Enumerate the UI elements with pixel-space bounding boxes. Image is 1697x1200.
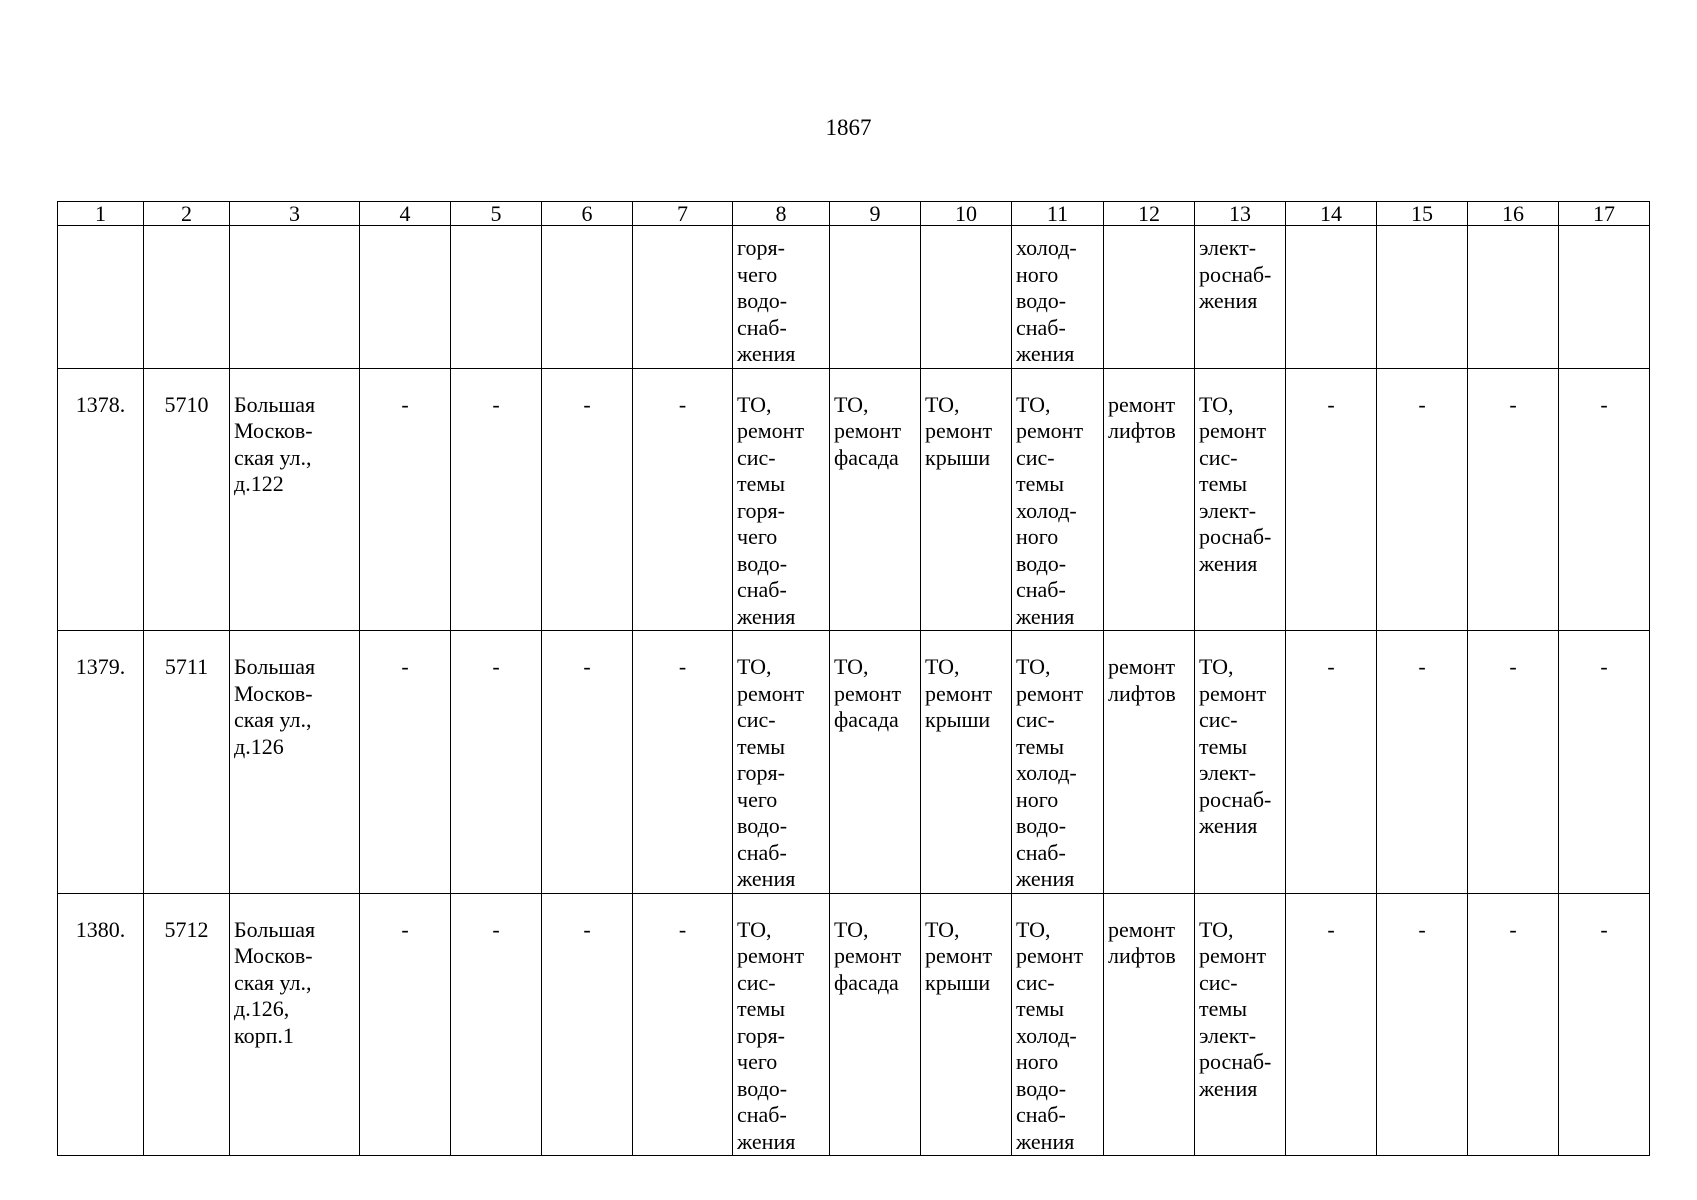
table-cell	[451, 226, 542, 369]
table-cell	[633, 368, 733, 631]
cell-text	[633, 226, 732, 235]
table-cell	[451, 631, 542, 894]
cell-text: -	[401, 391, 409, 417]
table-cell	[1468, 893, 1559, 1156]
cell-text: -	[401, 916, 409, 942]
cell-text	[144, 226, 229, 235]
table-cell	[1559, 226, 1650, 369]
cell-text: ТО, ремонт сис- темы холод- ного водо- снаб- жения	[1016, 916, 1084, 1154]
table-cell	[1104, 893, 1195, 1156]
table-cell	[451, 893, 542, 1156]
cell-text: -	[1327, 654, 1335, 679]
object-code-cell	[144, 631, 230, 894]
cell-text: 5710	[164, 391, 209, 417]
cell-text: -	[583, 391, 591, 417]
table-cell	[921, 631, 1012, 894]
table-cell	[360, 631, 451, 894]
cell-text: -	[1509, 391, 1517, 417]
column-header: 16	[1468, 202, 1559, 226]
object-code-cell	[144, 368, 230, 631]
table-cell	[921, 893, 1012, 1156]
column-header: 5	[451, 202, 542, 226]
table-cell	[830, 368, 921, 631]
table-cell	[1377, 368, 1468, 631]
table-cell	[1559, 631, 1650, 894]
table-cell	[830, 226, 921, 369]
cell-text: -	[492, 654, 500, 679]
table-cell	[230, 226, 360, 369]
cell-text: ТО, ремонт фасада	[834, 391, 902, 470]
table-cell	[1195, 368, 1286, 631]
table-cell	[633, 631, 733, 894]
table-cell	[1468, 226, 1559, 369]
table-cell	[1012, 226, 1104, 369]
column-header: 12	[1104, 202, 1195, 226]
cell-text: -	[1600, 654, 1608, 679]
table-cell	[1012, 631, 1104, 894]
cell-text: ТО, ремонт сис- темы горя- чего водо- снаб- жения	[737, 654, 805, 891]
column-header: 8	[733, 202, 830, 226]
cell-text: элект- роснаб- жения	[1199, 235, 1272, 313]
column-header: 4	[360, 202, 451, 226]
table-cell	[1104, 226, 1195, 369]
cell-text: холод- ного водо- снаб- жения	[1016, 235, 1077, 366]
cell-text: ТО, ремонт фасада	[834, 916, 902, 995]
column-header: 14	[1286, 202, 1377, 226]
address-cell	[230, 893, 360, 1156]
header-row	[58, 202, 1650, 226]
table-row	[58, 368, 1650, 631]
cell-text: Большая Москов- ская ул., д.122	[234, 391, 316, 496]
cell-text: 5711	[164, 654, 209, 679]
table-cell	[1377, 226, 1468, 369]
cell-text: горя- чего водо- снаб- жения	[737, 235, 796, 366]
cell-text	[1468, 226, 1558, 235]
table-cell	[58, 226, 144, 369]
cell-text	[1104, 226, 1194, 235]
table-cell	[542, 893, 633, 1156]
cell-text: 1379.	[75, 654, 126, 679]
cell-text: ТО, ремонт сис- темы элект- роснаб- жения	[1199, 916, 1272, 1101]
table-cell	[542, 368, 633, 631]
table-cell	[1377, 893, 1468, 1156]
cell-text: -	[492, 916, 500, 942]
cell-text: -	[1600, 391, 1608, 417]
cell-text: -	[1509, 916, 1517, 942]
cell-text: ТО, ремонт сис- темы горя- чего водо- снаб- жения	[737, 916, 805, 1154]
cell-text	[830, 226, 920, 235]
cell-text: ТО, ремонт сис- темы элект- роснаб- жения	[1199, 654, 1272, 838]
cell-text: -	[1327, 916, 1335, 942]
table-cell	[1286, 368, 1377, 631]
table-cell	[1195, 893, 1286, 1156]
cell-text: ТО, ремонт крыши	[925, 654, 993, 732]
cell-text: -	[1509, 654, 1517, 679]
table-cell	[144, 226, 230, 369]
address-cell	[230, 631, 360, 894]
table-cell	[360, 893, 451, 1156]
cell-text	[1286, 226, 1376, 235]
cell-text: ТО, ремонт сис- темы элект- роснаб- жения	[1199, 391, 1272, 576]
table-cell	[733, 893, 830, 1156]
table-cell	[1012, 893, 1104, 1156]
column-header: 15	[1377, 202, 1468, 226]
column-header: 1	[58, 202, 144, 226]
table-row	[58, 893, 1650, 1156]
column-header: 9	[830, 202, 921, 226]
table-cell	[451, 368, 542, 631]
cell-text: 5712	[164, 916, 209, 942]
cell-text: ремонт лифтов	[1108, 654, 1176, 706]
table-cell	[733, 368, 830, 631]
table-cell	[921, 226, 1012, 369]
table-cell	[1468, 631, 1559, 894]
cell-text: ТО, ремонт сис- темы холод- ного водо- снаб- жения	[1016, 391, 1084, 629]
table-cell	[360, 226, 451, 369]
row-number-cell	[58, 893, 144, 1156]
table-cell	[1104, 368, 1195, 631]
cell-text	[58, 226, 143, 235]
cell-text: ТО, ремонт сис- темы горя- чего водо- снаб- жения	[737, 391, 805, 629]
cell-text: ТО, ремонт крыши	[925, 391, 993, 470]
cell-text: 1380.	[75, 916, 126, 942]
column-header: 11	[1012, 202, 1104, 226]
cell-text: -	[1418, 916, 1426, 942]
cell-text: -	[1600, 916, 1608, 942]
table-cell	[633, 226, 733, 369]
continuation-row	[58, 226, 1650, 369]
cell-text: Большая Москов- ская ул., д.126, корп.1	[234, 916, 316, 1048]
row-number-cell	[58, 631, 144, 894]
column-header: 3	[230, 202, 360, 226]
cell-text: ТО, ремонт фасада	[834, 654, 902, 732]
cell-text: -	[678, 391, 687, 417]
table-cell	[542, 226, 633, 369]
cell-text	[360, 226, 450, 235]
table-cell	[830, 893, 921, 1156]
column-header: 6	[542, 202, 633, 226]
table-cell	[1559, 368, 1650, 631]
cell-text: -	[1418, 654, 1426, 679]
table-cell	[733, 226, 830, 369]
table-cell	[1377, 631, 1468, 894]
column-header: 10	[921, 202, 1012, 226]
cell-text: -	[1327, 391, 1335, 417]
cell-text: ремонт лифтов	[1108, 391, 1176, 443]
table-cell	[1468, 368, 1559, 631]
column-header: 13	[1195, 202, 1286, 226]
table-cell	[1286, 893, 1377, 1156]
table-cell	[633, 893, 733, 1156]
column-header: 17	[1559, 202, 1650, 226]
cell-text: -	[583, 916, 591, 942]
table-cell	[1559, 893, 1650, 1156]
table-cell	[830, 631, 921, 894]
table-cell	[1195, 226, 1286, 369]
page-number: 1867	[825, 115, 872, 140]
object-code-cell	[144, 893, 230, 1156]
cell-text	[921, 226, 1011, 235]
cell-text: -	[492, 391, 500, 417]
table-cell	[733, 631, 830, 894]
cell-text	[451, 226, 541, 235]
table-cell	[1286, 226, 1377, 369]
cell-text	[1559, 226, 1649, 235]
cell-text	[542, 226, 632, 235]
cell-text: -	[678, 916, 687, 942]
cell-text: -	[583, 654, 591, 679]
cell-text: ремонт лифтов	[1108, 916, 1176, 968]
table-row	[58, 631, 1650, 894]
cell-text: -	[1418, 391, 1426, 417]
address-cell	[230, 368, 360, 631]
row-number-cell	[58, 368, 144, 631]
cell-text: -	[401, 654, 409, 679]
column-header: 7	[633, 202, 733, 226]
cell-text: -	[678, 654, 687, 679]
cell-text: 1378.	[75, 391, 126, 417]
works-table	[57, 201, 1650, 1156]
cell-text: ТО, ремонт крыши	[925, 916, 993, 995]
table-cell	[360, 368, 451, 631]
column-header: 2	[144, 202, 230, 226]
cell-text: ТО, ремонт сис- темы холод- ного водо- снаб- жения	[1016, 654, 1084, 891]
cell-text: Большая Москов- ская ул., д.126	[234, 654, 316, 759]
table-cell	[921, 368, 1012, 631]
table-cell	[542, 631, 633, 894]
table-cell	[1104, 631, 1195, 894]
cell-text	[230, 226, 359, 235]
table-cell	[1286, 631, 1377, 894]
table-cell	[1012, 368, 1104, 631]
cell-text	[1377, 226, 1467, 235]
table-cell	[1195, 631, 1286, 894]
